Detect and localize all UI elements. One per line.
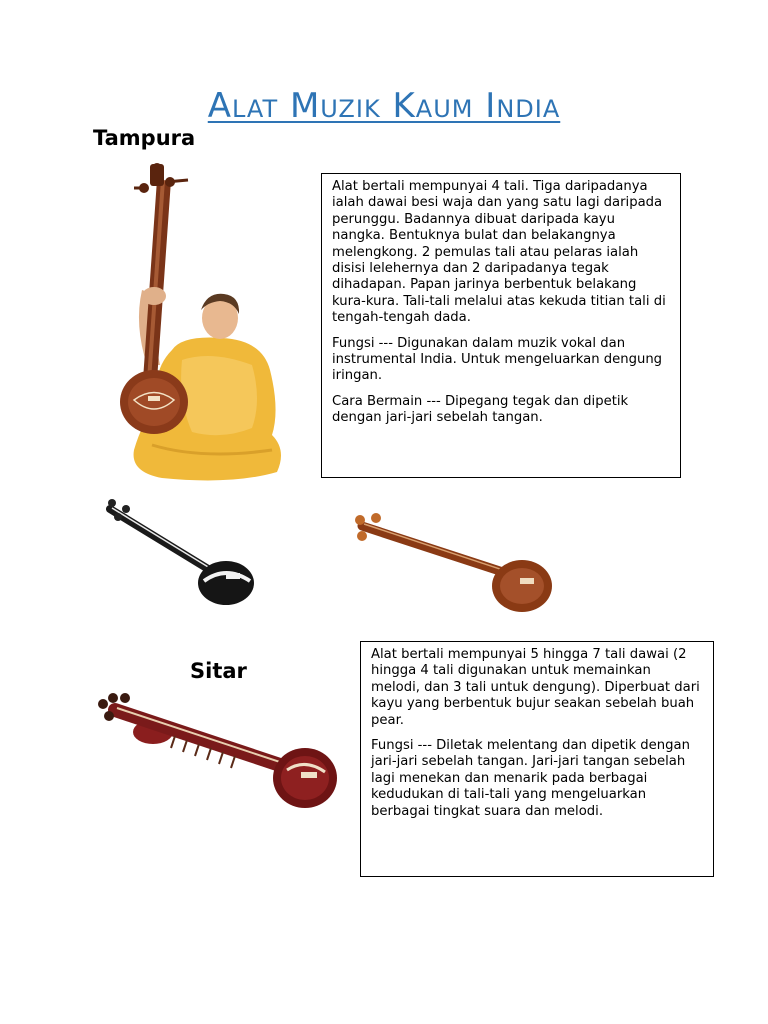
sitar-image — [95, 692, 340, 816]
sitar-description: Alat bertali mempunyai 5 hingga 7 tali dawai (2 hingga 4 tali digunakan untuk memainkan melodi, dan 3 tali untuk dengung). Diperbuat dari kayu yang berbentuk bujur seakan sebelah buah pear. — [371, 647, 700, 728]
tampura-description-box — [321, 173, 681, 478]
tampura-description: Alat bertali mempunyai 4 tali. Tiga daripadanya ialah dawai besi waja dan yang satu lagi daripada perunggu. Badannya dibuat daripada kayu nangka. Bentuknya bulat dan belakangnya melengkong. 2 pemulas tali atau pelaras ialah disisi lelehernya dan 2 daripadanya tegak dihadapan. Papan jarinya berbentuk belakang kura-kura. Tali-tali melalui atas kekuda titian tali di tengah-tengah dada. — [332, 179, 666, 326]
page-title: Alat Muzik Kaum India — [207, 86, 561, 126]
tampura-playing-method: Cara Bermain --- Dipegang tegak dan dipetik dengan jari-jari sebelah tangan. — [332, 393, 629, 426]
heading-sitar: Sitar — [190, 659, 247, 683]
tampura-function: Fungsi --- Digunakan dalam muzik vokal dan instrumental India. Untuk mengeluarkan dengung iringan. — [332, 335, 663, 384]
tampura-brown-image — [350, 510, 560, 620]
sitar-function: Fungsi --- Diletak melentang dan dipetik dengan jari-jari sebelah tangan. Jari-jari tangan sebelah lagi menekan dan menarik pada berbagai kedudukan di tali-tali yang mengeluarkan berbagai tingkat suara dan melodi. — [371, 738, 690, 819]
tampura-player-image — [112, 160, 292, 490]
heading-tampura: Tampura — [93, 126, 196, 150]
sitar-description-box — [360, 641, 714, 877]
tampura-black-image — [100, 495, 260, 613]
